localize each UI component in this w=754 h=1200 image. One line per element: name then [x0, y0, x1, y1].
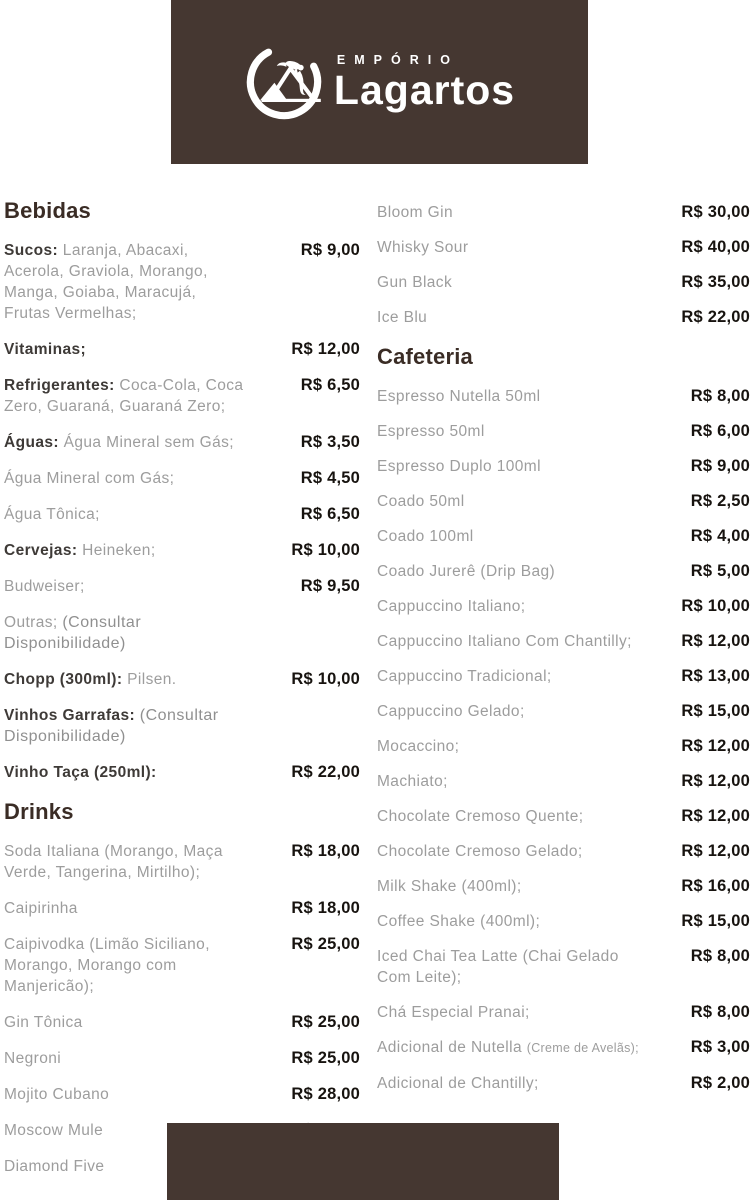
item-price: R$ 12,00	[681, 807, 750, 825]
menu-item	[377, 911, 750, 932]
item-description: Soda Italiana (Morango, Maça Verde, Tangerina, Mirtilho);	[4, 843, 223, 881]
menu-item	[4, 1048, 360, 1069]
item-text	[4, 1120, 103, 1141]
item-label: Refrigerantes:	[4, 377, 115, 394]
item-price: R$ 16,00	[681, 877, 750, 895]
menu-item	[377, 1037, 750, 1059]
menu-item	[4, 1084, 360, 1105]
item-label: Águas:	[4, 434, 59, 451]
item-price: R$ 3,50	[300, 433, 360, 451]
item-text	[4, 1048, 61, 1069]
item-label: Vitaminas;	[4, 341, 87, 358]
menu-item	[377, 701, 750, 722]
item-price: R$ 15,00	[681, 912, 750, 930]
item-description: Espresso 50ml	[377, 423, 485, 440]
menu-item	[377, 307, 750, 328]
item-text	[4, 1084, 109, 1105]
item-description: Adicional de Nutella	[377, 1039, 523, 1056]
item-description: Coado 100ml	[377, 528, 474, 545]
menu-item	[4, 669, 360, 690]
footer-banner	[167, 1123, 559, 1200]
item-price: R$ 8,00	[690, 947, 750, 965]
item-price: R$ 28,00	[291, 1085, 360, 1103]
item-price: R$ 3,00	[690, 1038, 750, 1056]
item-description: Coado 50ml	[377, 493, 465, 510]
item-text	[377, 876, 522, 897]
item-text	[4, 540, 156, 561]
item-price: R$ 9,00	[300, 241, 360, 259]
menu-item	[4, 762, 360, 783]
menu-item	[377, 841, 750, 862]
item-price: R$ 12,00	[291, 340, 360, 358]
item-text	[4, 432, 234, 453]
item-text	[4, 762, 157, 783]
item-price: R$ 22,00	[291, 763, 360, 781]
item-text	[377, 1037, 639, 1059]
item-description: Água Tônica;	[4, 506, 100, 523]
menu-item	[377, 806, 750, 827]
item-label: Sucos:	[4, 242, 59, 259]
item-price: R$ 2,00	[690, 1074, 750, 1092]
item-description: Coca-Cola, Coca Zero, Guaraná, Guaraná Zero;	[4, 377, 244, 415]
brand-wordmark-top: EMPÓRIO	[336, 53, 459, 67]
item-text	[377, 307, 427, 328]
item-text	[4, 1156, 104, 1177]
item-text	[4, 934, 244, 997]
item-description: Espresso Duplo 100ml	[377, 458, 541, 475]
item-description: Gun Black	[377, 274, 453, 291]
item-label: Chopp (300ml):	[4, 671, 123, 688]
item-description: Cappuccino Gelado;	[377, 703, 525, 720]
item-description: Cappuccino Italiano;	[377, 598, 526, 615]
item-description: Chocolate Cremoso Quente;	[377, 808, 584, 825]
item-price: R$ 10,00	[291, 541, 360, 559]
section-title: Bebidas	[4, 198, 91, 223]
item-description: Água Mineral sem Gás;	[63, 434, 235, 451]
item-price: R$ 10,00	[291, 670, 360, 688]
menu-item	[4, 898, 360, 919]
item-text	[4, 841, 244, 883]
item-description: Cappuccino Italiano Com Chantilly;	[377, 633, 632, 650]
menu-item	[4, 934, 360, 997]
item-description: Milk Shake (400ml);	[377, 878, 522, 895]
item-price: R$ 15,00	[681, 702, 750, 720]
item-text	[4, 576, 85, 597]
item-price: R$ 4,50	[300, 469, 360, 487]
menu-item	[377, 456, 750, 477]
menu-item	[377, 771, 750, 792]
item-text	[4, 705, 244, 747]
item-text	[377, 526, 474, 547]
item-price: R$ 12,00	[681, 842, 750, 860]
item-description: Bloom Gin	[377, 204, 453, 221]
item-text	[377, 272, 452, 293]
lizard-mountain-logo-icon	[244, 38, 324, 126]
menu-item	[4, 240, 360, 324]
item-price: R$ 25,00	[291, 1013, 360, 1031]
item-text	[377, 806, 583, 827]
item-description: Laranja, Abacaxi, Acerola, Graviola, Morango, Manga, Goiaba, Maracujá, Frutas Vermelhas;	[4, 242, 208, 322]
item-price: R$ 13,00	[681, 667, 750, 685]
item-text	[377, 911, 540, 932]
item-description: Machiato;	[377, 773, 448, 790]
item-price: R$ 25,00	[291, 935, 360, 953]
menu-item	[4, 612, 360, 654]
brand-wordmark-name: Lagartos	[333, 67, 516, 113]
item-text	[377, 202, 453, 223]
item-text	[4, 375, 244, 417]
item-text	[4, 1012, 83, 1033]
item-subtext: (Creme de Avelãs);	[526, 1041, 639, 1055]
item-price: R$ 8,00	[690, 1003, 750, 1021]
item-description: Caipirinha	[4, 900, 78, 917]
item-description: Iced Chai Tea Latte (Chai Gelado Com Leite);	[377, 948, 619, 986]
item-text	[377, 946, 641, 988]
item-description: Espresso Nutella 50ml	[377, 388, 541, 405]
item-price: R$ 6,00	[690, 422, 750, 440]
item-description: Gin Tônica	[4, 1014, 83, 1031]
item-label: Vinhos Garrafas:	[4, 707, 136, 724]
item-text	[4, 240, 244, 324]
item-price: R$ 25,00	[291, 1049, 360, 1067]
menu-item	[377, 631, 750, 652]
item-price: R$ 35,00	[681, 273, 750, 291]
item-text	[377, 491, 465, 512]
item-description: Água Mineral com Gás;	[4, 470, 175, 487]
menu-item	[377, 736, 750, 757]
menu-item	[4, 432, 360, 453]
item-price: R$ 18,00	[291, 899, 360, 917]
availability-note: (Consultar Disponibilidade)	[4, 707, 219, 745]
menu-item	[4, 841, 360, 883]
brand-wordmark	[334, 53, 515, 111]
item-text	[377, 666, 552, 687]
item-description: Whisky Sour	[377, 239, 469, 256]
menu-item	[377, 202, 750, 223]
section-title: Cafeteria	[377, 344, 473, 369]
menu-item	[377, 1002, 750, 1023]
item-description: Budweiser;	[4, 578, 85, 595]
menu-item	[377, 876, 750, 897]
availability-note: (Consultar Disponibilidade)	[4, 614, 142, 652]
item-text	[377, 631, 632, 652]
item-description: Coffee Shake (400ml);	[377, 913, 541, 930]
menu-item	[4, 375, 360, 417]
item-text	[377, 1073, 539, 1094]
item-text	[4, 898, 78, 919]
menu-item	[377, 596, 750, 617]
item-text	[377, 421, 485, 442]
item-price: R$ 2,50	[690, 492, 750, 510]
item-description: Moscow Mule	[4, 1122, 104, 1139]
item-text	[377, 701, 525, 722]
menu-column-left	[4, 198, 360, 1192]
item-text	[377, 456, 541, 477]
item-price: R$ 6,50	[300, 376, 360, 394]
menu-item	[4, 576, 360, 597]
item-description: Chocolate Cremoso Gelado;	[377, 843, 583, 860]
menu-item	[377, 946, 750, 988]
item-description: Diamond Five	[4, 1158, 105, 1175]
item-price: R$ 22,00	[681, 308, 750, 326]
item-label: Cervejas:	[4, 542, 78, 559]
menu-item	[4, 540, 360, 561]
item-text	[377, 771, 448, 792]
item-price: R$ 12,00	[681, 632, 750, 650]
item-text	[4, 468, 174, 489]
item-price: R$ 5,00	[690, 562, 750, 580]
item-text	[4, 669, 176, 690]
item-text	[377, 841, 583, 862]
menu-item	[377, 1073, 750, 1094]
item-text	[4, 339, 86, 360]
item-text	[377, 561, 555, 582]
item-price: R$ 18,00	[291, 842, 360, 860]
item-text	[377, 1002, 530, 1023]
item-text	[4, 612, 244, 654]
menu-item	[4, 339, 360, 360]
item-text	[377, 237, 468, 258]
menu-column-right	[377, 202, 750, 1108]
item-price: R$ 30,00	[681, 203, 750, 221]
item-price: R$ 9,00	[690, 457, 750, 475]
item-text	[4, 504, 100, 525]
brand-logo	[244, 38, 515, 126]
menu-item	[377, 491, 750, 512]
menu-item	[4, 705, 360, 747]
menu-item	[377, 272, 750, 293]
item-label: Vinho Taça (250ml):	[4, 764, 157, 781]
menu-item	[4, 504, 360, 525]
item-description: Heineken;	[82, 542, 156, 559]
item-description: Cappuccino Tradicional;	[377, 668, 552, 685]
item-price: R$ 12,00	[681, 737, 750, 755]
item-description: Mojito Cubano	[4, 1086, 110, 1103]
item-description: Caipivodka (Limão Siciliano, Morango, Morango com Manjericão);	[4, 936, 210, 995]
menu-item	[377, 386, 750, 407]
menu-item	[377, 237, 750, 258]
item-price: R$ 40,00	[681, 238, 750, 256]
item-description: Adicional de Chantilly;	[377, 1075, 539, 1092]
item-price: R$ 8,00	[690, 387, 750, 405]
item-description: Chá Especial Pranai;	[377, 1004, 530, 1021]
item-description: Mocaccino;	[377, 738, 460, 755]
menu-item	[4, 468, 360, 489]
item-description: Coado Jurerê (Drip Bag)	[377, 563, 556, 580]
item-text	[377, 596, 525, 617]
section-title: Drinks	[4, 799, 74, 824]
menu-item	[4, 1012, 360, 1033]
menu-item	[377, 561, 750, 582]
menu-item	[377, 526, 750, 547]
item-text	[377, 736, 459, 757]
item-price: R$ 12,00	[681, 772, 750, 790]
item-description: Negroni	[4, 1050, 62, 1067]
item-price: R$ 6,50	[300, 505, 360, 523]
item-text	[377, 386, 540, 407]
item-price: R$ 4,00	[690, 527, 750, 545]
menu-item	[377, 666, 750, 687]
item-description: Ice Blu	[377, 309, 428, 326]
item-description: Pilsen.	[127, 671, 177, 688]
item-price: R$ 10,00	[681, 597, 750, 615]
item-description: Outras;	[4, 614, 58, 631]
header-banner	[171, 0, 588, 164]
menu-item	[377, 421, 750, 442]
item-price: R$ 9,50	[300, 577, 360, 595]
